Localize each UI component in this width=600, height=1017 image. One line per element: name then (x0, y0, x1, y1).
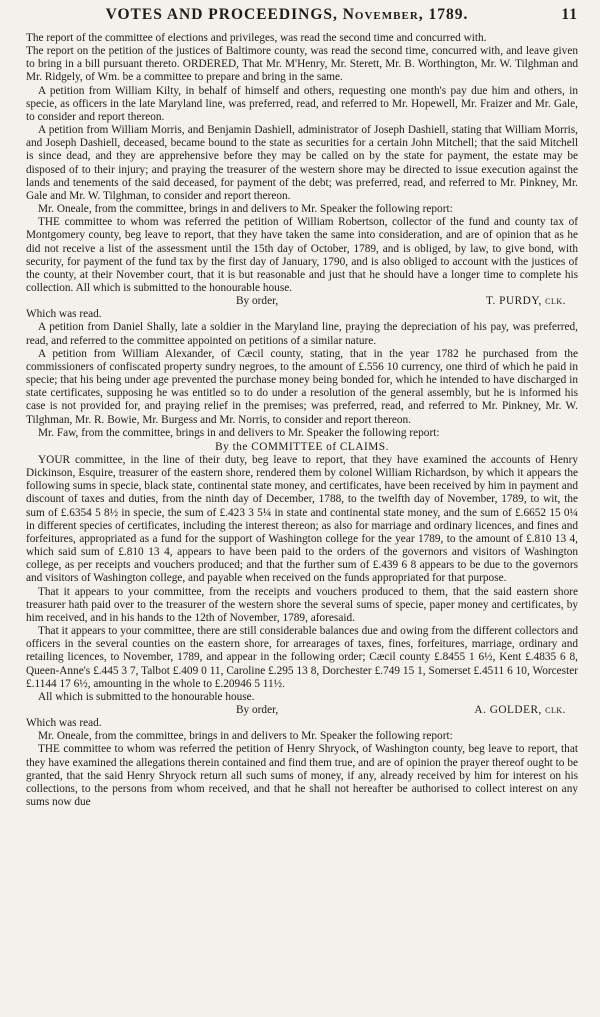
paragraph: Mr. Oneale, from the committee, brings in and delivers to Mr. Speaker the following report: (38, 730, 453, 743)
paragraph: That it appears to your committee, from the receipts and vouchers produced to them, that the said eastern shore treasurer hath paid over to the treasurer of the western shore the several sums of specie, paper money and certificates, by him received, and in his hands to the 12th of November, 1789, aforesaid. (26, 585, 578, 624)
signature-line (26, 704, 578, 717)
report-paragraph: THE committee to whom was referred the petition of William Robertson, collector of the fund and county tax of Montgomery county, beg leave to report, that they have taken the same into consideration, and are of opinion that as he did not receive a list of the assessment until the 15th day of October, 1789, and is obliged, by law, to give bond, with security, for payment of the fund tax by the first day of January, 1790, and is also obliged to account with the justices of the county, at their November court, that it is but reasonable and just that he should have a longer time to complete his collection. All which is submitted to the honourable house. (26, 216, 578, 294)
paragraph: Mr. Oneale, from the committee, brings in and delivers to Mr. Speaker the following report: (38, 203, 453, 216)
paragraph: The report of the committee of elections and privileges, was read the second time and concurred with. (26, 32, 487, 44)
page-number: 11 (561, 6, 578, 23)
paragraph: All which is submitted to the honourable house. (38, 690, 255, 703)
signature-clerk: T. PURDY, clk. (485, 295, 566, 308)
paragraph: Mr. Faw, from the committee, brings in and delivers to Mr. Speaker the following report: (38, 426, 440, 439)
page-title: VOTES AND PROCEEDINGS, November, 1789. (105, 6, 469, 23)
paragraph: Which was read. (26, 308, 102, 321)
signature-line (26, 295, 578, 308)
signature-by-order: By order, (236, 703, 279, 716)
section-heading: By the COMMITTEE of CLAIMS. (215, 440, 389, 453)
document-body (26, 32, 578, 809)
paragraph: The report on the petition of the justices of Baltimore county, was read the second time, concurred with, and leave given to bring in a bill pursuant thereto. ORDERED, That Mr. M'Henry, Mr. Sterett, Mr. B. Worthington, Mr. W. Tilghman and Mr. Ridgely, of Wm. be a committee to prepare and bring in the same. (26, 45, 578, 84)
paragraph: That it appears to your committee, there are still considerable balances due and owing from the different collectors and officers in the several counties on the eastern shore, for arrearages of taxes, fines, forfeitures, marriage, ordinary and retailing licences, to November, 1789, and appear in the following order; Cæcil county £.8455 1 6½, Kent £.4835 6 8, Queen-Anne's £.445 3 7, Talbot £.409 0 11, Caroline £.295 13 8, Dorchester £.749 15 1, Somerset £.4511 6 10, Worcester £.1144 17 6½, amounting in the whole to £.20946 5 11½. (26, 625, 578, 690)
signature-by-order: By order, (236, 295, 279, 308)
paragraph: A petition from William Morris, and Benjamin Dashiell, administrator of Joseph Dashiell, stating that William Morris, and Joseph Dashiell, deceased, became bound to the state as securities for a certain John Mitchell; that the said Mitchell is since dead, and they are apprehensive before they may be called on by the state for payment, the estate may be disposed of to their injury; and praying the treasurer of the western shore may be directed to issue execution against the lands and tenements of the said deceased, for payment of the debt; was preferred, read, and referred to Mr. Pinkney, Mr. Gale and Mr. W. Tilghman, to consider and report thereon. (26, 124, 578, 202)
report-paragraph: YOUR committee, in the line of their duty, beg leave to report, that they have examined the accounts of Henry Dickinson, Esquire, treasurer of the eastern shore, rendered them by colonel William Richardson, by which it appears the following sums in specie, black state, continental state money, and certificates, have been received by him in payment and discount of taxes and duties, from the ninth day of December, 1788, to the twelfth day of November, 1789, to wit, the sum of £.6354 5 8½ in specie, the sum of £.423 3 5¼ in state and continental state money, and the sum of £.6652 15 0¼ in different species of certificates, including the interest thereon; as also for marriage and ordinary licences, and fines and forfeitures, appropriated as a fund for the support of Washington college for the year 1789, to the amount of £.810 13 4, which said sum of £.810 13 4, appears to have been paid to the orders of the governors and visitors of Washington college, as per receipts and vouchers produced; and that the further sum of £.439 6 8 appears to be due to the governors and visitors of Washington college, and payable when received on the funds appropriated for that purpose. (26, 454, 579, 585)
paragraph: A petition from William Alexander, of Cæcil county, stating, that in the year 1782 he purchased from the commissioners of confiscated property sundry negroes, to the amount of £.556 10 currency, one third of which he paid in specie; that his being under age prevented the purchase money being bonded for, which he intended to have discharged in state certificates, supposing he was entitled so to do under a resolution of the general assembly, but he is informed his case is not provided for, and praying relief in the premises; was preferred, read, and referred to Mr. Pinkney, Mr. W. Tilghman, Mr. R. Bowie, Mr. Burgess and Mr. Norris, to consider and report thereon. (26, 347, 578, 426)
report-paragraph: THE committee to whom was referred the petition of Henry Shryock, of Washington county, beg leave to report, that they have examined the allegations therein contained and find them true, and are of opinion the prayer thereof ought to be granted, that the said Henry Shryock return all such sums of money, if any, already received by him for interest on his collections, to the persons from whom received, and that he shall not hereafter be authorised to collect interest on any sums now due (26, 743, 578, 809)
paragraph: A petition from Daniel Shally, late a soldier in the Maryland line, praying the depreciation of his pay, was preferred, read, and referred to the committee appointed on petitions of a similar nature. (26, 321, 578, 347)
signature-clerk: A. GOLDER, clk. (474, 703, 566, 716)
paragraph: A petition from William Kilty, in behalf of himself and others, requesting one month's pay due him and others, in specie, as officers in the late Maryland line, was preferred, read, and referred to Mr. Hopewell, Mr. Fraizer and Mr. Gale, to consider and report thereon. (26, 84, 578, 123)
running-head (26, 6, 578, 32)
paragraph: Which was read. (26, 717, 102, 730)
